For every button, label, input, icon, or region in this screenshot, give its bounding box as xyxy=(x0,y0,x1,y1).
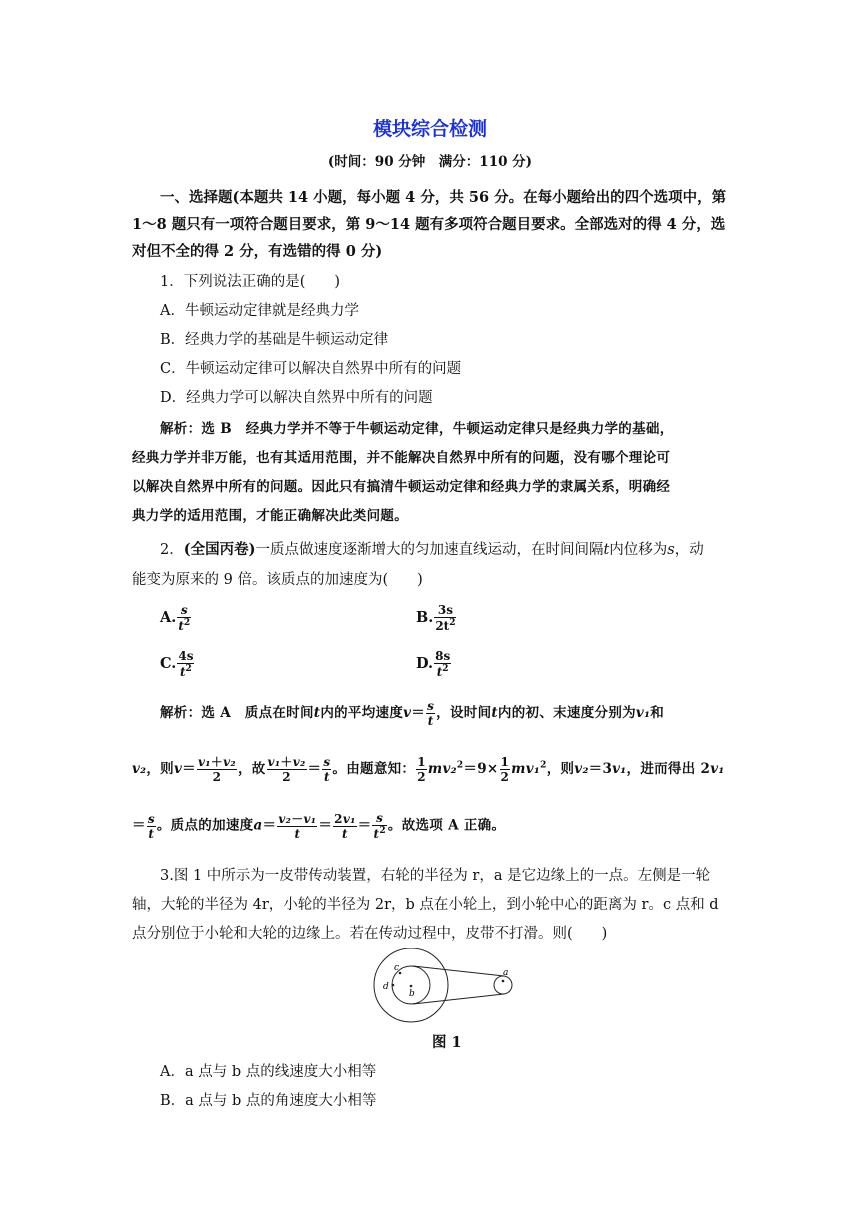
q1-analysis-line3: 以解决自然界中所有的问题。因此只有搞清牛顿运动定律和经典力学的隶属关系，明确经 xyxy=(132,479,671,495)
q1-option-d: D．经典力学可以解决自然界中所有的问题 xyxy=(160,390,433,406)
q3-stem-line1: 3.图 1 中所示为一皮带传动装置，右轮的半径为 r，a 是它边缘上的一点。左侧是一轮 xyxy=(160,868,711,884)
page-title: 模块综合检测 xyxy=(372,118,487,140)
q1-analysis-line1: 解析：选 B 经典力学并不等于牛顿运动定律，牛顿运动定律只是经典力学的基础， xyxy=(160,421,674,437)
q2-stem-line2: 能变为原来的 9 倍。该质点的加速度为( ) xyxy=(132,572,423,588)
point-d xyxy=(392,984,395,987)
label-b: b xyxy=(409,989,415,999)
point-c xyxy=(399,972,402,975)
q2-analysis-line1: 解析：选 A 质点在时间t内的平均速度v＝ $\frac{s}{t}$ ，设时间t内的初、末速度分别为v₁和 xyxy=(160,699,665,728)
q2-analysis-line2: v₂，则v＝ $\frac{\text{v₁＋v₂}}{2}$ ，故 $\frac{\text{v₁＋v₂}}{2}$ ＝ $\frac{s}{t}$ 。由题意知： $\frac{1}{2}$ mv₂$^2$＝9× $\frac{1}{2}$ mv₁$^2$，则v₂＝3v₁，进而得出 2v₁ xyxy=(132,755,725,784)
belt-drive-figure xyxy=(372,948,552,1028)
point-b xyxy=(410,985,413,988)
label-d: d xyxy=(383,982,389,992)
q3-option-a: A．a 点与 b 点的线速度大小相等 xyxy=(160,1064,377,1080)
q1-option-b: B．经典力学的基础是牛顿运动定律 xyxy=(160,332,389,348)
q3-stem-line2: 轴，大轮的半径为 4r，小轮的半径为 2r，b 点在小轮上，到小轮中心的距离为 r。c 点和 d xyxy=(132,897,719,913)
label-a: a xyxy=(503,968,509,978)
q3-stem-line3: 点分别位于小轮和大轮的边缘上。若在传动过程中，皮带不打滑。则( ) xyxy=(132,926,608,942)
q1-stem: 1．下列说法正确的是( ) xyxy=(160,274,341,290)
q2-option-a: A. $\frac{s}{t^2}$ xyxy=(160,603,191,633)
exam-info: (时间：90 分钟 满分：110 分) xyxy=(327,154,533,170)
point-a xyxy=(502,980,505,983)
q2-option-d: D. $\frac{8s}{t^2}$ xyxy=(416,649,451,679)
q2-source: (全国丙卷) xyxy=(183,541,256,558)
q1-option-c: C．牛顿运动定律可以解决自然界中所有的问题 xyxy=(160,361,462,377)
q1-analysis-line2: 经典力学并非万能，也有其适用范围，并不能解决自然界中所有的问题，没有哪个理论可 xyxy=(132,450,671,466)
right-wheel xyxy=(494,976,512,994)
section-heading-line2: 1～8 题只有一项符合题目要求，第 9～14 题有多项符合题目要求。全部选对的得 4 分，选 xyxy=(132,216,726,233)
label-c: c xyxy=(394,963,400,973)
section-heading-line1: 一、选择题(本题共 14 小题，每小题 4 分，共 56 分。在每小题给出的四个选项中，第 xyxy=(160,189,727,206)
q2-stem-line1: 2．(全国丙卷)一质点做速度逐渐增大的匀加速直线运动，在时间间隔t内位移为s，动 xyxy=(160,541,704,558)
q2-option-c: C. $\frac{4s}{t^2}$ xyxy=(160,649,194,679)
q2-analysis-line3: ＝ $\frac{s}{t}$ 。质点的加速度a＝ $\frac{\text{v₂－v₁}}{t}$ ＝ $\frac{\text{2v₁}}{t}$ ＝ $\frac{s}{t^2}$ 。故选项 A 正确。 xyxy=(132,811,506,841)
q1-analysis-line4: 典力学的适用范围，才能正确解决此类问题。 xyxy=(132,508,408,524)
q1-option-a: A．牛顿运动定律就是经典力学 xyxy=(160,303,359,319)
figure-caption: 图 1 xyxy=(432,1034,462,1051)
q2-option-b: B. $\frac{3s}{2t^2}$ xyxy=(416,603,456,633)
section-heading-line3: 对但不全的得 2 分，有选错的得 0 分) xyxy=(132,243,383,260)
q3-option-b: B．a 点与 b 点的角速度大小相等 xyxy=(160,1093,377,1109)
